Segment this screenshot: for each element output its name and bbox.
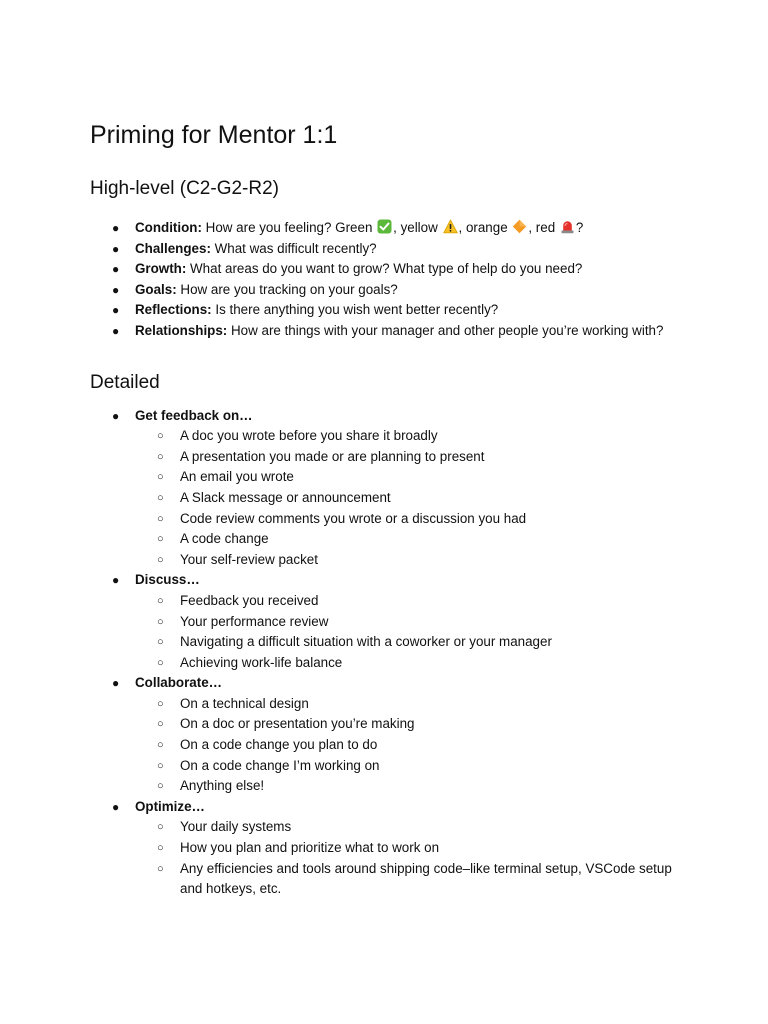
- bullet: ○: [157, 780, 164, 793]
- sub-list-item: [135, 426, 690, 447]
- sub-list-item: [135, 632, 690, 653]
- sub-item-text: On a technical design: [180, 695, 309, 711]
- section-heading-detailed: Detailed: [90, 371, 160, 393]
- bullet: ○: [157, 594, 164, 607]
- item-text: What was difficult recently?: [210, 240, 377, 256]
- sub-item-text: How you plan and prioritize what to work on: [180, 840, 440, 856]
- group-label: Optimize…: [135, 798, 205, 814]
- sub-item-text: A Slack message or announcement: [180, 489, 391, 505]
- sub-item-text: A code change: [180, 531, 269, 547]
- sub-list-item: [135, 509, 690, 530]
- sub-list: [135, 817, 690, 899]
- group-label: Discuss…: [135, 572, 200, 588]
- bullet: ○: [157, 718, 164, 731]
- bullet: ○: [157, 842, 164, 855]
- group-label: Get feedback on…: [135, 407, 253, 423]
- item-label: Reflections:: [135, 302, 212, 318]
- sub-item-text: Your performance review: [180, 613, 329, 629]
- item-text: How are you tracking on your goals?: [176, 281, 398, 297]
- sub-list: [135, 591, 690, 673]
- item-text: What areas do you want to grow? What type of help do you need?: [186, 261, 583, 277]
- bullet: ○: [157, 615, 164, 628]
- list-item-reflections: [90, 300, 690, 321]
- sub-list-item: [135, 735, 690, 756]
- orange-diamond-icon: [512, 219, 527, 234]
- item-text: Is there anything you wish went better recently?: [211, 302, 499, 318]
- bullet: ●: [112, 241, 120, 256]
- sub-item-text: A presentation you made or are planning to present: [180, 448, 485, 464]
- item-text: ?: [575, 220, 584, 235]
- bullet: ○: [157, 759, 164, 772]
- bullet: ○: [157, 533, 164, 546]
- sub-list-item: [135, 776, 690, 797]
- warning-icon: [443, 219, 458, 234]
- bullet: ○: [157, 450, 164, 463]
- item-text: , orange: [458, 220, 512, 235]
- item-label: Growth:: [135, 261, 187, 277]
- sub-item-text: Your self-review packet: [180, 551, 318, 567]
- group-collaborate: [90, 673, 690, 797]
- sub-item-text: Navigating a difficult situation with a coworker or your manager: [180, 634, 552, 650]
- sub-list-item: [135, 529, 690, 550]
- sub-item-text: Any efficiencies and tools around shipping code–like terminal setup, VSCode setup and hotkeys, etc.: [180, 860, 672, 897]
- sub-item-text: An email you wrote: [180, 469, 294, 485]
- sub-list: [135, 694, 690, 797]
- bullet: ●: [112, 408, 120, 423]
- bullet: ●: [112, 323, 120, 338]
- bullet: ●: [112, 262, 120, 277]
- item-text: How are things with your manager and other people you’re working with?: [227, 322, 664, 338]
- green-check-icon: [377, 219, 392, 234]
- sub-item-text: On a code change I’m working on: [180, 757, 380, 773]
- sub-list-item: [135, 838, 690, 859]
- sub-item-text: Your daily systems: [180, 819, 292, 835]
- bullet: ○: [157, 862, 164, 875]
- bullet: ●: [112, 573, 120, 588]
- sub-list-item: [135, 591, 690, 612]
- document-page: [90, 118, 690, 900]
- group-discuss: [90, 570, 690, 673]
- bullet: ○: [157, 739, 164, 752]
- bullet: ○: [157, 821, 164, 834]
- sub-list-item: [135, 550, 690, 571]
- bullet: ●: [112, 282, 120, 297]
- bullet: ○: [157, 656, 164, 669]
- sub-list-item: [135, 612, 690, 633]
- group-label: Collaborate…: [135, 675, 223, 691]
- bullet: ●: [112, 676, 120, 691]
- sub-item-text: Code review comments you wrote or a discussion you had: [180, 510, 527, 526]
- list-item-relationships: [90, 321, 690, 342]
- sub-list-item: [135, 756, 690, 777]
- sub-list-item: [135, 817, 690, 838]
- sub-item-text: Feedback you received: [180, 592, 319, 608]
- group-optimize: [90, 797, 690, 900]
- sub-list-item: [135, 467, 690, 488]
- item-text: , yellow: [393, 220, 442, 235]
- section-heading-high-level: High-level (C2-G2-R2): [90, 178, 279, 199]
- item-label: Relationships:: [135, 322, 228, 338]
- document-title: Priming for Mentor 1:1: [90, 121, 338, 149]
- group-get-feedback: [90, 406, 690, 571]
- high-level-list: [90, 218, 690, 342]
- bullet: ○: [157, 636, 164, 649]
- bullet: ○: [157, 512, 164, 525]
- bullet: ○: [157, 697, 164, 710]
- sub-list-item: [135, 694, 690, 715]
- sub-list-item: [135, 859, 690, 900]
- bullet: ○: [157, 471, 164, 484]
- bullet: ●: [112, 799, 120, 814]
- item-label: Challenges:: [135, 240, 211, 256]
- list-item-condition: [90, 218, 690, 239]
- item-text: How are you feeling? Green: [201, 220, 377, 235]
- sub-list-item: [135, 447, 690, 468]
- sub-list-item: [135, 488, 690, 509]
- sub-item-text: Anything else!: [180, 778, 265, 794]
- bullet: ●: [112, 221, 120, 235]
- sub-list-item: [135, 653, 690, 674]
- detailed-list: [90, 406, 690, 900]
- bullet: ○: [157, 553, 164, 566]
- sub-list-item: [135, 714, 690, 735]
- bullet: ●: [112, 303, 120, 318]
- sub-item-text: On a code change you plan to do: [180, 737, 378, 753]
- list-item-growth: [90, 259, 690, 280]
- item-label: Condition:: [135, 220, 202, 235]
- red-siren-icon: [560, 219, 575, 234]
- sub-item-text: Achieving work-life balance: [180, 654, 343, 670]
- sub-item-text: On a doc or presentation you’re making: [180, 716, 415, 732]
- item-text: , red: [528, 220, 559, 235]
- sub-item-text: A doc you wrote before you share it broadly: [180, 428, 438, 444]
- list-item-challenges: [90, 239, 690, 260]
- item-label: Goals:: [135, 281, 177, 297]
- bullet: ○: [157, 430, 164, 443]
- bullet: ○: [157, 491, 164, 504]
- list-item-goals: [90, 280, 690, 301]
- sub-list: [135, 426, 690, 570]
